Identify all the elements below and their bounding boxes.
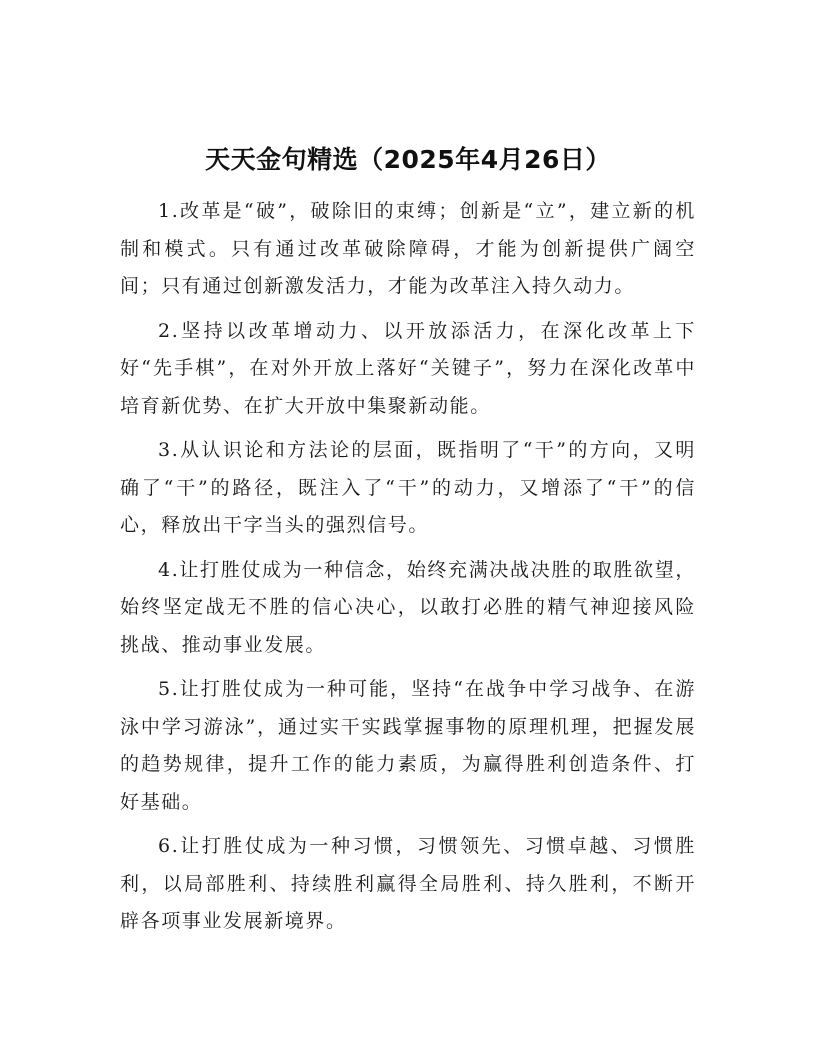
- document-title: 天天金句精选（2025年4月26日）: [205, 145, 611, 174]
- paragraph-1: 1.改革是“破”，破除旧的束缚；创新是“立”，建立新的机制和模式。只有通过改革破除障碍，才能为创新提供广阔空间；只有通过创新激发活力，才能为改革注入持久动力。: [120, 200, 696, 297]
- paragraph-3: 3.从认识论和方法论的层面，既指明了“干”的方向，又明确了“干”的路径，既注入了“干”的动力，又增添了“干”的信心，释放出干字当头的强烈信号。: [120, 439, 696, 536]
- document-body: [120, 193, 696, 948]
- paragraph-6: 6.让打胜仗成为一种习惯，习惯领先、习惯卓越、习惯胜利，以局部胜利、持续胜利赢得全局胜利、持久胜利，不断开辟各项事业发展新境界。: [120, 835, 696, 932]
- paragraph-5: 5.让打胜仗成为一种可能，坚持“在战争中学习战争、在游泳中学习游泳”，通过实干实践掌握事物的原理机理，把握发展的趋势规律，提升工作的能力素质，为赢得胜利创造条件、打好基础。: [120, 678, 696, 813]
- paragraph-4: 4.让打胜仗成为一种信念，始终充满决战决胜的取胜欲望，始终坚定战无不胜的信心决心，以敢打必胜的精气神迎接风险挑战、推动事业发展。: [120, 558, 696, 656]
- paragraph-2: 2.坚持以改革增动力、以开放添活力，在深化改革上下好“先手棋”，在对外开放上落好“关键子”，努力在深化改革中培育新优势、在扩大开放中集聚新动能。: [120, 319, 696, 417]
